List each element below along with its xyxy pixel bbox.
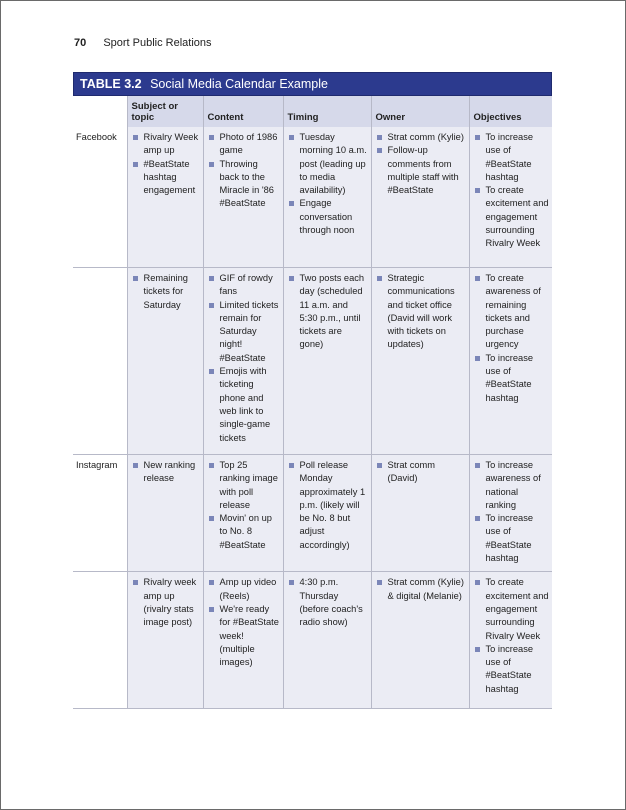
owner-item: Strat comm (Kylie) & digital (Melanie): [375, 576, 466, 603]
table-row: [73, 268, 552, 455]
table-title: Social Media Calendar Example: [150, 77, 328, 91]
owner-item: Strategic communications and ticket office (David will work with tickets on updates): [375, 272, 466, 352]
subject-item: Remaining tickets for Saturday: [131, 272, 200, 312]
subject-item: Rivalry Week amp up: [131, 131, 200, 158]
timing-cell: [283, 572, 371, 709]
subject-item: New ranking release: [131, 459, 200, 486]
objectives-item: To increase use of #BeatState hashtag: [473, 131, 550, 184]
timing-item: Engage conversation through noon: [287, 197, 368, 237]
objectives-item: To increase awareness of national ranking: [473, 459, 550, 512]
objectives-item: To create awareness of remaining tickets and purchase urgency: [473, 272, 550, 352]
subject-item: #BeatState hashtag engagement: [131, 158, 200, 198]
running-head: [74, 37, 212, 49]
content-cell: [203, 572, 283, 709]
table-row: [73, 455, 552, 572]
content-item: Emojis with ticketing phone and web link to single-game tickets: [207, 365, 280, 445]
content-cell: [203, 268, 283, 455]
objectives-item: To create excitement and engagement surrounding Rivalry Week: [473, 184, 550, 250]
timing-item: Two posts each day (scheduled 11 a.m. and 5:30 p.m., until tickets are gone): [287, 272, 368, 352]
owner-item: Strat comm (David): [375, 459, 466, 486]
timing-cell: [283, 127, 371, 268]
objectives-item: To increase use of #BeatState hashtag: [473, 643, 550, 696]
table-row: [73, 572, 552, 709]
content-item: Top 25 ranking image with poll release: [207, 459, 280, 512]
running-title: Sport Public Relations: [103, 37, 212, 49]
header-row: [73, 96, 552, 127]
header-subject: Subject or topic: [127, 96, 203, 127]
owner-cell: [371, 127, 469, 268]
content-item: Photo of 1986 game: [207, 131, 280, 158]
owner-cell: [371, 268, 469, 455]
subject-item: Rivalry week amp up (rivalry stats image post): [131, 576, 200, 629]
table-3-2: [73, 72, 552, 709]
content-cell: [203, 127, 283, 268]
objectives-item: To create excitement and engagement surrounding Rivalry Week: [473, 576, 550, 642]
owner-item: Follow-up comments from multiple staff with #BeatState: [375, 144, 466, 197]
timing-cell: [283, 268, 371, 455]
platform-cell: [73, 268, 127, 455]
objectives-cell: [469, 455, 552, 572]
platform-cell: Instagram: [73, 455, 127, 572]
content-item: Throwing back to the Miracle in '86 #BeatState: [207, 158, 280, 211]
platform-cell: [73, 572, 127, 709]
content-item: Movin' on up to No. 8 #BeatState: [207, 512, 280, 552]
content-item: We're ready for #BeatState week! (multiple images): [207, 603, 280, 669]
owner-cell: [371, 572, 469, 709]
timing-item: 4:30 p.m. Thursday (before coach's radio show): [287, 576, 368, 629]
objectives-item: To increase use of #BeatState hashtag: [473, 352, 550, 405]
timing-cell: [283, 455, 371, 572]
subject-cell: [127, 127, 203, 268]
header-objectives: Objectives: [469, 96, 552, 127]
calendar-table: [73, 96, 552, 709]
subject-cell: [127, 268, 203, 455]
content-item: GIF of rowdy fans: [207, 272, 280, 299]
header-platform: [73, 96, 127, 127]
header-owner: Owner: [371, 96, 469, 127]
platform-cell: Facebook: [73, 127, 127, 268]
content-item: Amp up video (Reels): [207, 576, 280, 603]
page-number: 70: [74, 37, 87, 49]
owner-item: Strat comm (Kylie): [375, 131, 466, 144]
table-label: TABLE 3.2: [80, 77, 142, 91]
owner-cell: [371, 455, 469, 572]
subject-cell: [127, 572, 203, 709]
content-cell: [203, 455, 283, 572]
header-timing: Timing: [283, 96, 371, 127]
objectives-item: To increase use of #BeatState hashtag: [473, 512, 550, 565]
subject-cell: [127, 455, 203, 572]
objectives-cell: [469, 268, 552, 455]
content-item: Limited tickets remain for Saturday night! #BeatState: [207, 299, 280, 365]
header-content: Content: [203, 96, 283, 127]
table-row: [73, 127, 552, 268]
table-caption: [73, 72, 552, 96]
objectives-cell: [469, 572, 552, 709]
objectives-cell: [469, 127, 552, 268]
timing-item: Poll release Monday approximately 1 p.m. (likely will be No. 8 but adjust accordingly): [287, 459, 368, 552]
timing-item: Tuesday morning 10 a.m. post (leading up to media availability): [287, 131, 368, 197]
